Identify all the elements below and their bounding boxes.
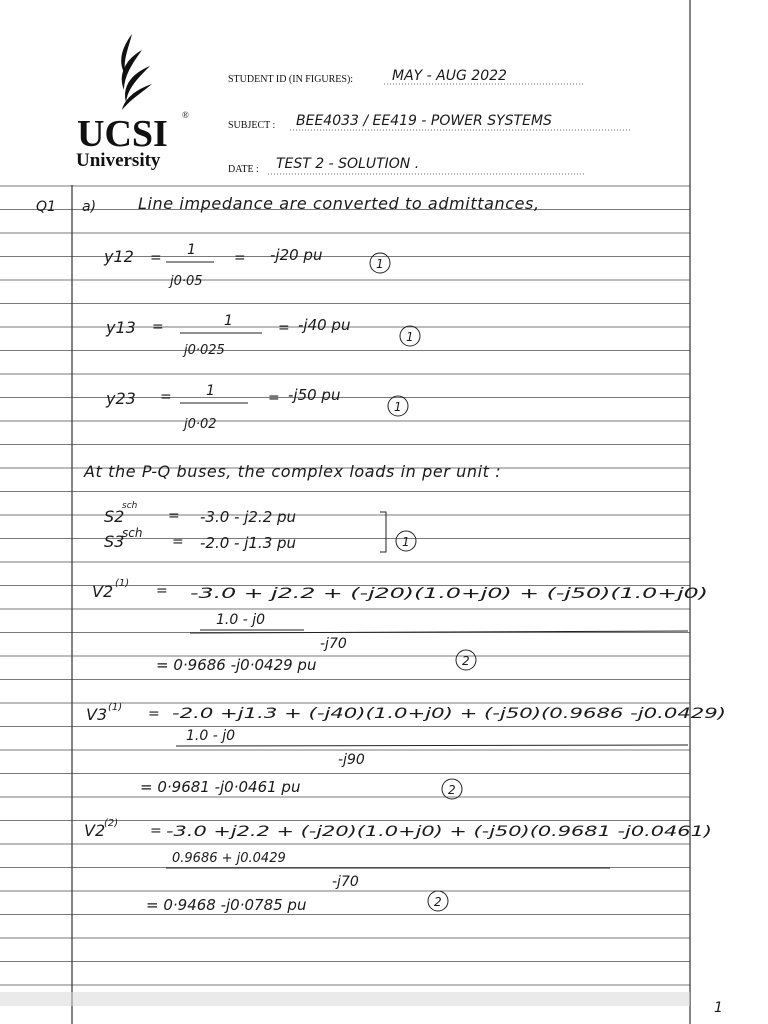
scheduled-loads [104,501,416,552]
v2-2-eq: = [150,823,162,839]
loads-intro-line: At the P-Q buses, the complex loads in per unit : [84,462,502,481]
s2-value: -3.0 - j2.2 pu [200,508,297,526]
student-id-value: MAY - AUG 2022 [392,68,507,84]
v2-1-mark: 2 [462,654,470,668]
flame-icon [121,34,152,110]
y23-numerator: 1 [206,383,215,399]
s3-eq: = [172,534,184,550]
s3-value: -2.0 - j1.3 pu [200,534,297,552]
equation-v2-iter2 [84,818,712,914]
loads-bracket [380,512,386,552]
s2-sup: sch [122,501,138,511]
s2-lhs: S2 [104,507,125,526]
intro-line: Line impedance are converted to admittances, [138,194,540,213]
y12-eq2: = [234,250,246,266]
v2-2-numerator: -3.0 +j2.2 + (-j20)(1.0+j0) + (-j50)(0.9681 -j0.0461) [166,824,712,840]
y23-lhs: y23 [106,389,136,408]
y12-result: -j20 pu [270,246,323,264]
v2-1-denominator: -j70 [320,636,347,652]
v3-1-eq: = [148,706,160,722]
v2-1-lhs: V2 [92,582,114,601]
logo-text: UCSI [77,113,168,155]
y12-eq1: = [150,250,162,266]
v2-2-sup: (2) [104,818,119,829]
registered-mark: ® [182,110,189,120]
v3-1-fraction-bar [176,745,688,746]
y12-numerator: 1 [187,242,196,258]
subject-label: SUBJECT : [228,120,276,131]
v3-1-lhs: V3 [86,705,108,724]
y13-lhs: y13 [106,318,136,337]
question-number: Q1 [36,199,56,215]
y23-result: -j50 pu [288,386,341,404]
v2-2-result: = 0·9468 -j0·0785 pu [146,896,307,914]
v2-1-numerator: -3.0 + j2.2 + (-j20)(1.0+j0) + (-j50)(1.0+j0) [190,586,708,602]
y12-denominator: j0·05 [170,274,203,289]
equation-y23 [105,383,408,432]
date-value: TEST 2 - SOLUTION . [276,156,420,172]
y12-mark: 1 [376,257,384,271]
ucsi-logo [76,34,189,171]
subject-value: BEE4033 / EE419 - POWER SYSTEMS [296,113,552,129]
v3-1-sub: 1.0 - j0 [186,728,236,744]
y23-eq1: = [160,389,172,405]
v2-1-result: = 0·9686 -j0·0429 pu [156,656,317,674]
y13-eq1: = [152,319,164,335]
y12-lhs: y12 [104,247,134,266]
logo-subtext: University [76,150,161,171]
part-label: a) [82,199,97,215]
y23-mark: 1 [394,400,402,414]
s3-lhs: S3 [104,532,125,551]
student-id-label: STUDENT ID (IN FIGURES): [228,74,354,85]
y23-denominator: j0·02 [184,417,217,432]
v3-1-denominator: -j90 [338,752,365,768]
s3-sup: sch [122,526,143,540]
v2-2-mark: 2 [434,895,442,909]
y23-eq2: = [268,390,280,406]
y13-mark: 1 [406,330,414,344]
v3-1-result: = 0·9681 -j0·0461 pu [140,778,301,796]
bottom-dither-strip [0,992,690,1006]
v2-1-sub: 1.0 - j0 [216,612,266,628]
v2-2-lhs: V2 [84,821,106,840]
s2-eq: = [168,508,180,524]
equation-y13 [105,313,420,358]
v3-1-sup: (1) [108,702,123,713]
v3-1-numerator: -2.0 +j1.3 + (-j40)(1.0+j0) + (-j50)(0.9686 -j0.0429) [172,706,726,722]
page-number: 1 [714,1000,723,1016]
date-label: DATE : [228,164,259,175]
v3-1-mark: 2 [448,783,456,797]
v2-1-eq: = [156,583,168,599]
header-fields [228,68,630,175]
v2-2-denominator: -j70 [332,874,359,890]
y13-result: -j40 pu [298,316,351,334]
loads-mark: 1 [402,535,410,549]
y13-denominator: j0·025 [184,343,225,358]
v2-2-sub: 0.9686 + j0.0429 [172,851,286,866]
y13-eq2: = [278,320,290,336]
y13-numerator: 1 [224,313,233,329]
equation-v2-iter1 [92,578,708,674]
equation-y12 [103,242,390,289]
v2-1-sup: (1) [115,578,130,589]
